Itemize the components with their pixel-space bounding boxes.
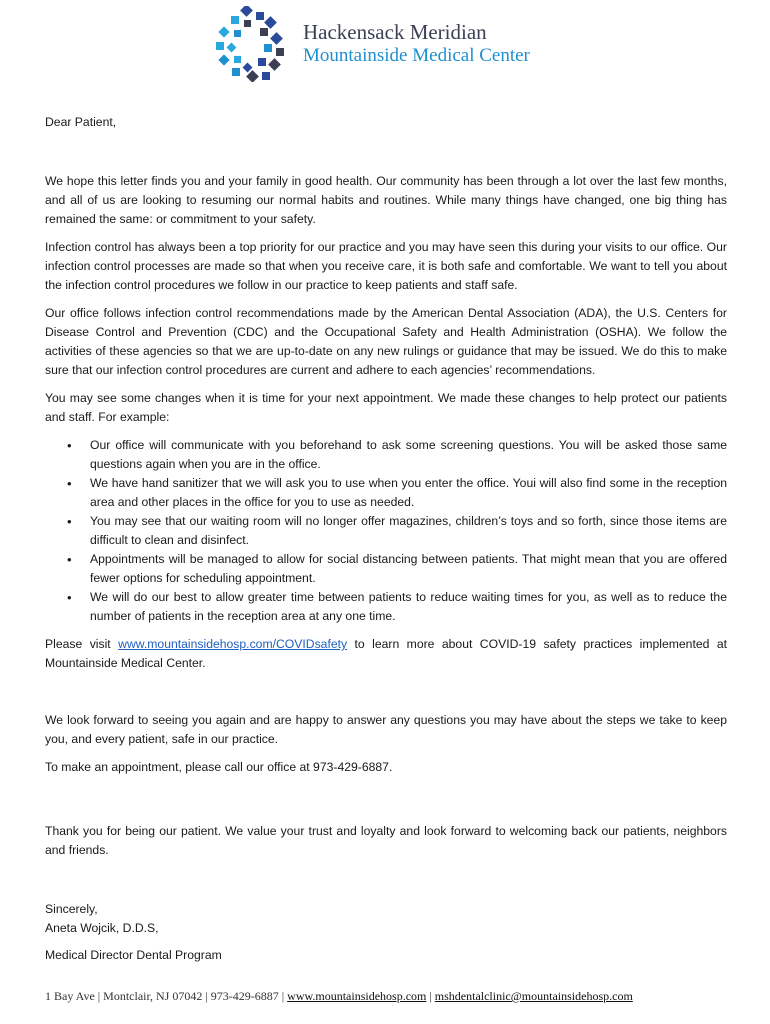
footer-address: 1 Bay Ave | Montclair, NJ 07042 | 973-429-6887 | [45, 989, 288, 1003]
paragraph-visit [45, 635, 727, 673]
list-item: • We have hand sanitizer that we will ask you to use when you enter the office. Youi will also find some in the reception area and other places in the office for you to use as needed. [90, 474, 727, 512]
footer-email-link[interactable]: mshdentalclinic@mountainsidehosp.com [434, 989, 633, 1003]
footer [45, 987, 745, 1005]
list-item: • Our office will communicate with you beforehand to ask some screening questions. You will be asked those same questions again when you are in the office. [90, 436, 727, 474]
paragraph-changes: You may see some changes when it is time for your next appointment. We made these changes to help protect our patients and staff. For example: [45, 391, 727, 424]
signer-name: Aneta Wojcik, D.D.S, [45, 921, 159, 935]
covid-safety-link[interactable]: www.mountainsidehosp.com/COVIDsafety [118, 637, 348, 651]
list-item: • You may see that our waiting room will no longer offer magazines, children’s toys and so forth, since those items are difficult to clean and disinfect. [90, 512, 727, 550]
paragraph-look-forward: We look forward to seeing you again and are happy to answer any questions you may have about the steps we take to keep you, and every patient, safe in our practice. [45, 713, 727, 746]
salutation: Dear Patient, [45, 115, 117, 129]
footer-website-link[interactable]: www.mountainsidehosp.com [287, 989, 427, 1003]
visit-suffix: to learn more about COVID-19 safety practices implemented at Mountainside Medical Center. [45, 637, 727, 670]
changes-list [45, 436, 727, 626]
closing: Sincerely, [45, 902, 98, 916]
org-subtitle: Mountainside Medical Center [303, 45, 530, 66]
paragraph-appointment: To make an appointment, please call our office at 973-429-6887. [45, 760, 393, 774]
list-item: • Appointments will be managed to allow for social distancing between patients. That might mean that you are offered fewer options for scheduling appointment. [90, 550, 727, 588]
visit-prefix: Please visit [45, 637, 119, 651]
footer-separator: | [426, 989, 435, 1003]
letterhead [0, 0, 770, 90]
list-item: • We will do our best to allow greater time between patients to reduce waiting times for you, as well as to reduce the number of patients in the reception area at any one time. [90, 588, 727, 626]
paragraph-intro: We hope this letter finds you and your family in good health. Our community has been through a lot over the last few months, and all of us are looking to resuming our normal habits and routines. While many things have changed, one big thing has remained the same: or commitment to your safety. [45, 174, 727, 226]
letter-body [45, 113, 727, 965]
signer-title: Medical Director Dental Program [45, 948, 222, 962]
paragraph-recommendations: Our office follows infection control recommendations made by the American Dental Association (ADA), the U.S. Centers for Disease Control and Prevention (CDC) and the Occupational Safety and Health Administration (OSHA). We follow the activities of these agencies so that we are up-to-date on any new rulings or guidance that may be issued. We do this to make sure that our infection control procedures are current and adhere to each agencies’ recommendations. [45, 306, 727, 377]
hackensack-meridian-logo-icon [216, 6, 288, 82]
paragraph-thank-you: Thank you for being our patient. We value your trust and loyalty and look forward to welcoming back our patients, neighbors and friends. [45, 824, 727, 857]
org-name: Hackensack Meridian [303, 20, 487, 44]
paragraph-infection-control: Infection control has always been a top priority for our practice and you may have seen this during your visits to our office. Our infection control processes are made so that when you receive care, it is both safe and comfortable. We want to tell you about the infection control procedures we follow in our practice to keep patients and staff safe. [45, 240, 727, 292]
